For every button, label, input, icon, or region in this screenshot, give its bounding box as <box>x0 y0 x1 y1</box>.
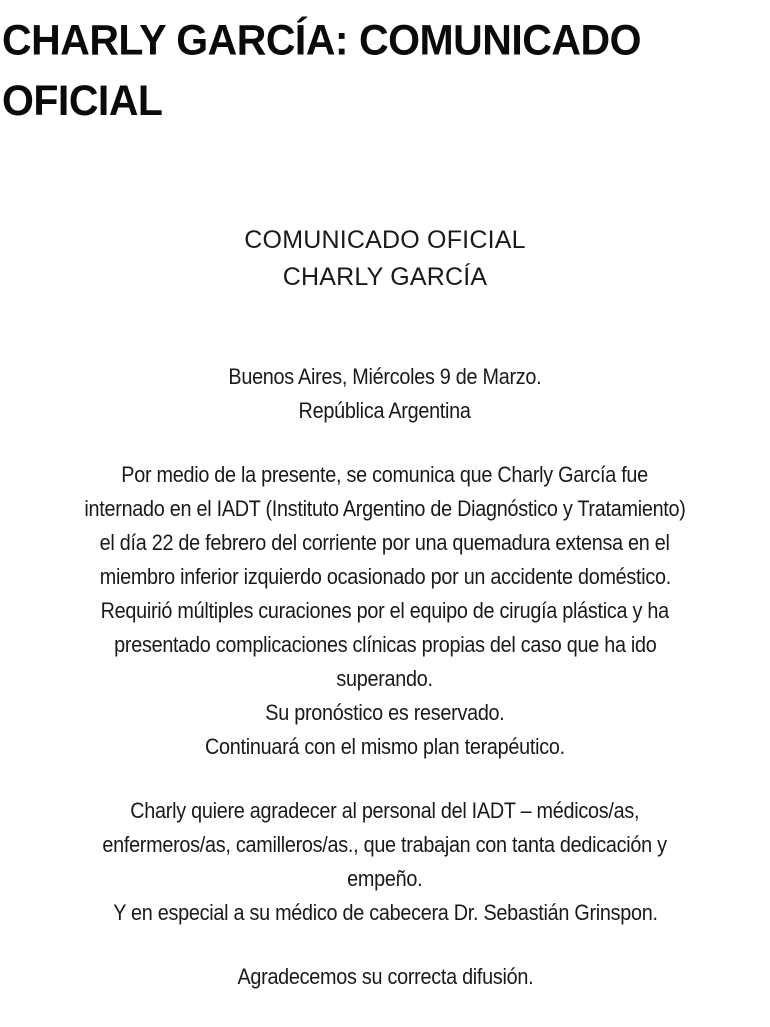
treatment-plan-line <box>0 730 770 764</box>
paragraph-line <box>0 526 770 560</box>
closing-text: Agradecemos su correcta difusión. <box>237 964 533 989</box>
paragraph-text: internado en el IADT (Instituto Argentino de Diagnóstico y Tratamiento) <box>84 496 686 521</box>
paragraph-line <box>0 458 770 492</box>
prognosis-line <box>0 696 770 730</box>
paragraph-line <box>0 862 770 896</box>
article-headline <box>2 10 762 131</box>
headline-line-1: CHARLY GARCÍA: COMUNICADO <box>2 16 641 65</box>
location-date-text: Buenos Aires, Miércoles 9 de Marzo. <box>228 364 542 389</box>
country-text: República Argentina <box>298 398 472 423</box>
paragraph-text: Y en especial a su médico de cabecera Dr. Sebastián Grinspon. <box>112 900 658 925</box>
document-title <box>0 222 770 296</box>
paragraph-line <box>0 662 770 696</box>
paragraph-text: Requirió múltiples curaciones por el equipo de cirugía plástica y ha <box>100 598 670 623</box>
paragraph-line <box>0 828 770 862</box>
paragraph-text: superando. <box>336 666 434 691</box>
paragraph-line <box>0 594 770 628</box>
paragraph-text: Por medio de la presente, se comunica que Charly García fue <box>121 462 649 487</box>
headline-line-2: OFICIAL <box>2 76 163 125</box>
paragraph-line <box>0 896 770 930</box>
paragraph-text: enfermeros/as, camilleros/as., que trabajan con tanta dedicación y <box>102 832 668 857</box>
paragraph-text: el día 22 de febrero del corriente por una quemadura extensa en el <box>100 530 670 555</box>
paragraph-line <box>0 492 770 526</box>
closing-line <box>0 960 770 994</box>
paragraph-text: miembro inferior izquierdo ocasionado por un accidente doméstico. <box>99 564 671 589</box>
paragraph-text: presentado complicaciones clínicas propias del caso que ha ido <box>113 632 657 657</box>
treatment-plan-text: Continuará con el mismo plan terapéutico. <box>205 734 565 759</box>
prognosis-text: Su pronóstico es reservado. <box>265 700 505 725</box>
paragraph-line <box>0 560 770 594</box>
location-date-line-1 <box>0 360 770 394</box>
paragraph-line <box>0 628 770 662</box>
paragraph-text: empeño. <box>347 866 423 891</box>
document-title-line-2: CHARLY GARCÍA <box>282 263 488 291</box>
document-title-line-1: COMUNICADO OFICIAL <box>244 226 526 254</box>
paragraph-text: Charly quiere agradecer al personal del IADT – médicos/as, <box>130 798 640 823</box>
location-date-line-2 <box>0 394 770 428</box>
paragraph-line <box>0 794 770 828</box>
